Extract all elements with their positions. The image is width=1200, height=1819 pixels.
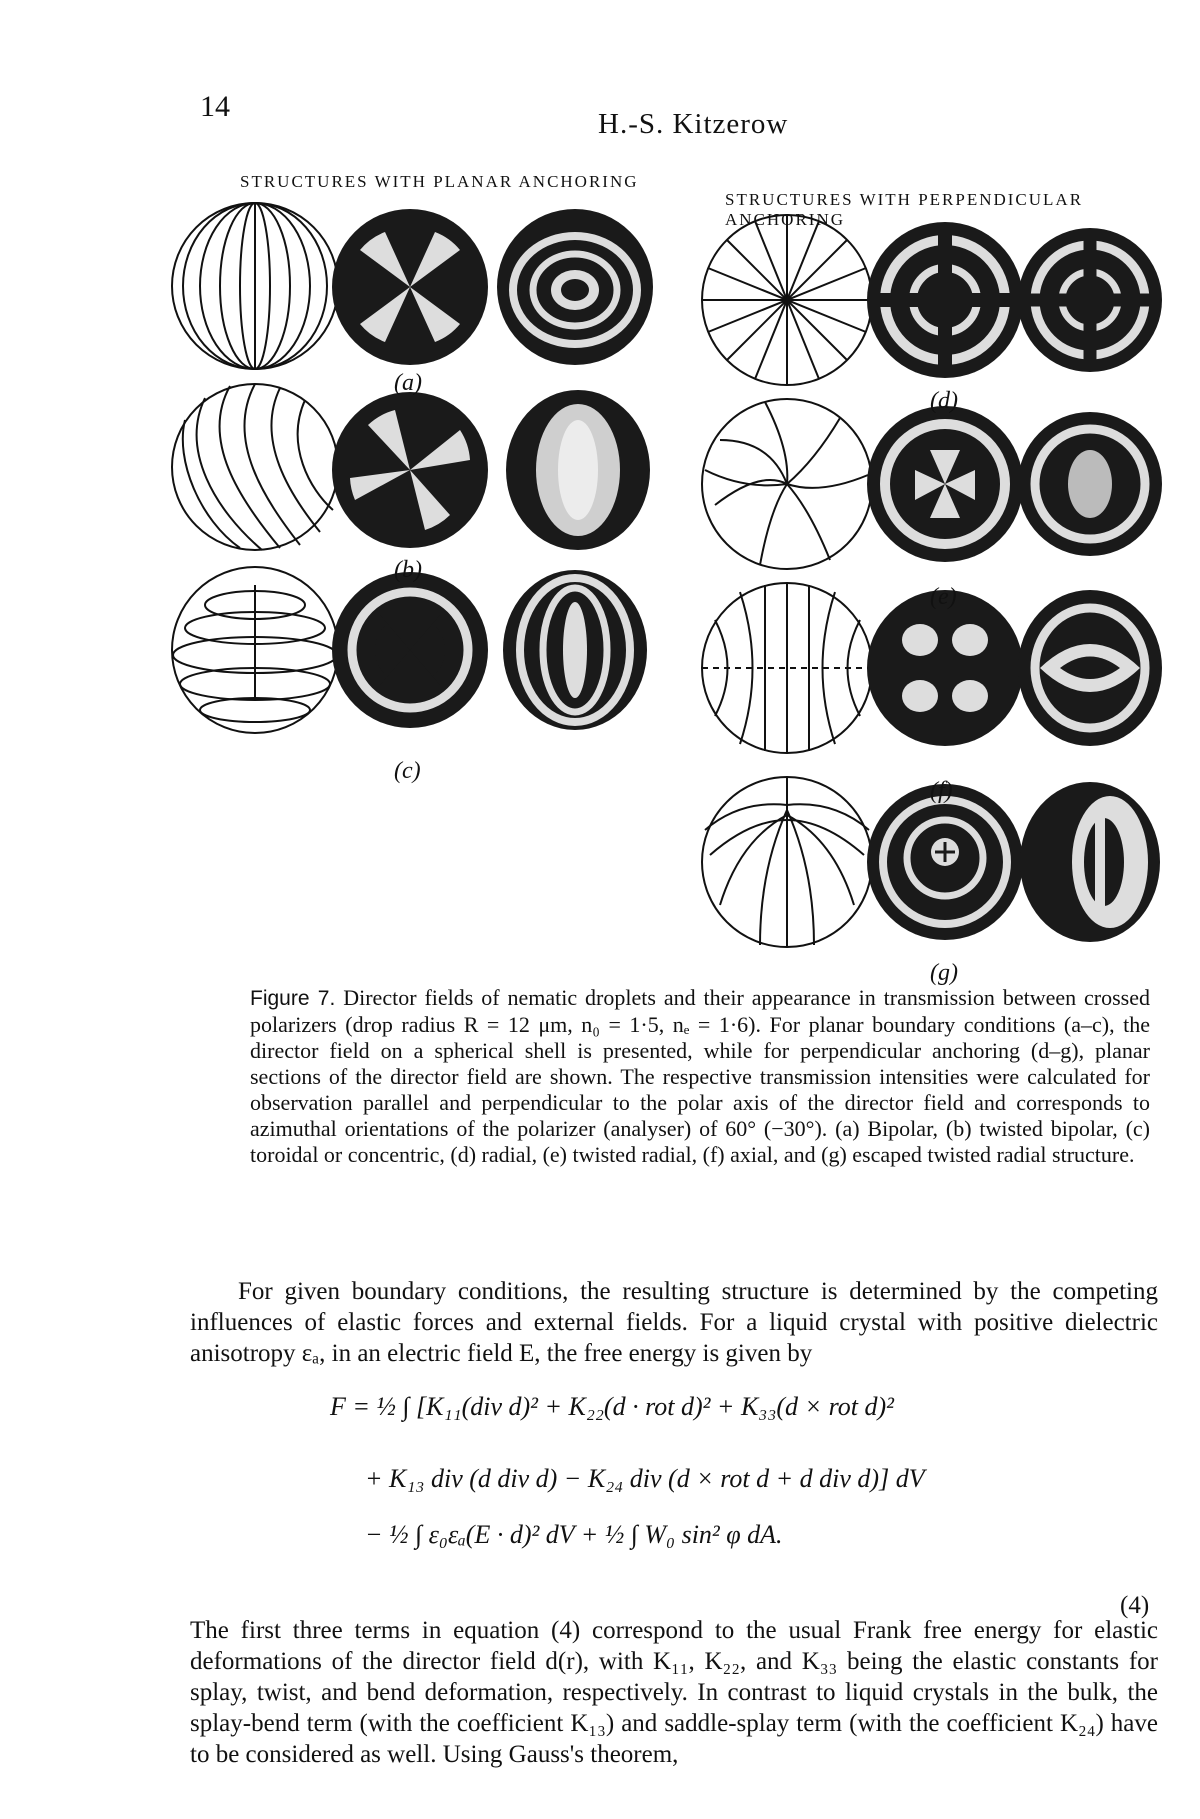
- panel-g-director-sketch: [702, 777, 872, 947]
- right-column-title: STRUCTURES WITH PERPENDICULAR ANCHORING: [725, 190, 1084, 229]
- panel-g-texture-1: [867, 784, 1023, 940]
- figure-caption: [250, 985, 1150, 1168]
- panel-f-director-sketch: [702, 583, 872, 753]
- panel-g-texture-2: [1020, 782, 1160, 942]
- panel-label-a: (a): [394, 370, 422, 396]
- paragraph-2: The first three terms in equation (4) correspond to the usual Frank free energy for elastic deformations of the director field d(r), with K₁₁, K₂₂, and K₃₃ being the elastic constants for splay, twist, and bend deformation, respectively. In contrast to liquid crystals in the bulk, the splay-bend term (with the coefficient K₁₃) and saddle-splay term (with the coefficient K₂₄) have to be considered as well. Using Gauss's theorem,: [190, 1617, 1158, 1768]
- panel-b-texture-1: [332, 392, 488, 548]
- panel-label-c: (c): [394, 758, 421, 784]
- panel-e-texture-1: [867, 406, 1023, 562]
- panel-d-texture-1: [867, 222, 1023, 378]
- panel-a-texture-2: [497, 209, 653, 365]
- running-head: H.-S. Kitzerow: [598, 108, 789, 140]
- panel-c-director-sketch: [172, 567, 338, 733]
- left-column-title: STRUCTURES WITH PLANAR ANCHORING: [240, 172, 639, 191]
- panel-a-director-sketch: [172, 203, 338, 369]
- caption-label: Figure 7.: [250, 987, 336, 1010]
- panel-a-texture-1: [332, 209, 488, 365]
- panel-e-texture-2: [1018, 412, 1162, 556]
- panel-f-texture-2: [1018, 590, 1162, 746]
- paragraph-1: For given boundary conditions, the resulting structure is determined by the competing influences of elastic forces and external fields. For a liquid crystal with positive dielectric anisotropy εₐ, in an electric field E, the free energy is given by: [190, 1278, 1158, 1367]
- panel-label-e: (e): [930, 584, 957, 610]
- panel-c-texture-1: [332, 572, 488, 728]
- panel-label-d: (d): [930, 388, 958, 414]
- panel-b-texture-2: [506, 390, 650, 550]
- equation-line-1: F = ½ ∫ [K₁₁(div d)² + K₂₂(d · rot d)² + K₃₃(d × rot d)²: [330, 1392, 894, 1421]
- caption-text: Director fields of nematic droplets and their appearance in transmission between crossed polarizers (drop radius R = 12 μm, n₀ = 1·5, nₑ = 1·6). For planar boundary conditions (a–c), the director field on a spherical shell is presented, while for perpendicular anchoring (d–g), planar sections of the director field are shown. The respective transmission intensities were calculated for observation parallel and perpendicular to the polar axis of the director field and corresponds to azimuthal orientations of the polarizer (analyser) of 60° (−30°). (a) Bipolar, (b) twisted bipolar, (c) toroidal or concentric, (d) radial, (e) twisted radial, (f) axial, and (g) escaped twisted radial structure.: [250, 985, 1151, 1167]
- panel-e-director-sketch: [702, 399, 872, 569]
- panel-d-texture-2: [1018, 228, 1162, 372]
- panel-f-texture-1: [867, 590, 1023, 746]
- panel-b-director-sketch: [172, 384, 338, 550]
- equation-line-3: − ½ ∫ ε₀εₐ(E · d)² dV + ½ ∫ W₀ sin² φ dA.: [365, 1520, 783, 1549]
- panel-c-texture-2: [503, 570, 647, 730]
- panel-label-g: (g): [930, 960, 958, 986]
- panel-d-director-sketch: [702, 215, 872, 385]
- equation-number: (4): [1120, 1592, 1150, 1619]
- panel-label-f: (f): [930, 778, 953, 804]
- page-number: 14: [200, 90, 230, 123]
- equation-line-2: + K₁₃ div (d div d) − K₂₄ div (d × rot d + d div d)] dV: [365, 1464, 925, 1493]
- panel-label-b: (b): [394, 557, 422, 583]
